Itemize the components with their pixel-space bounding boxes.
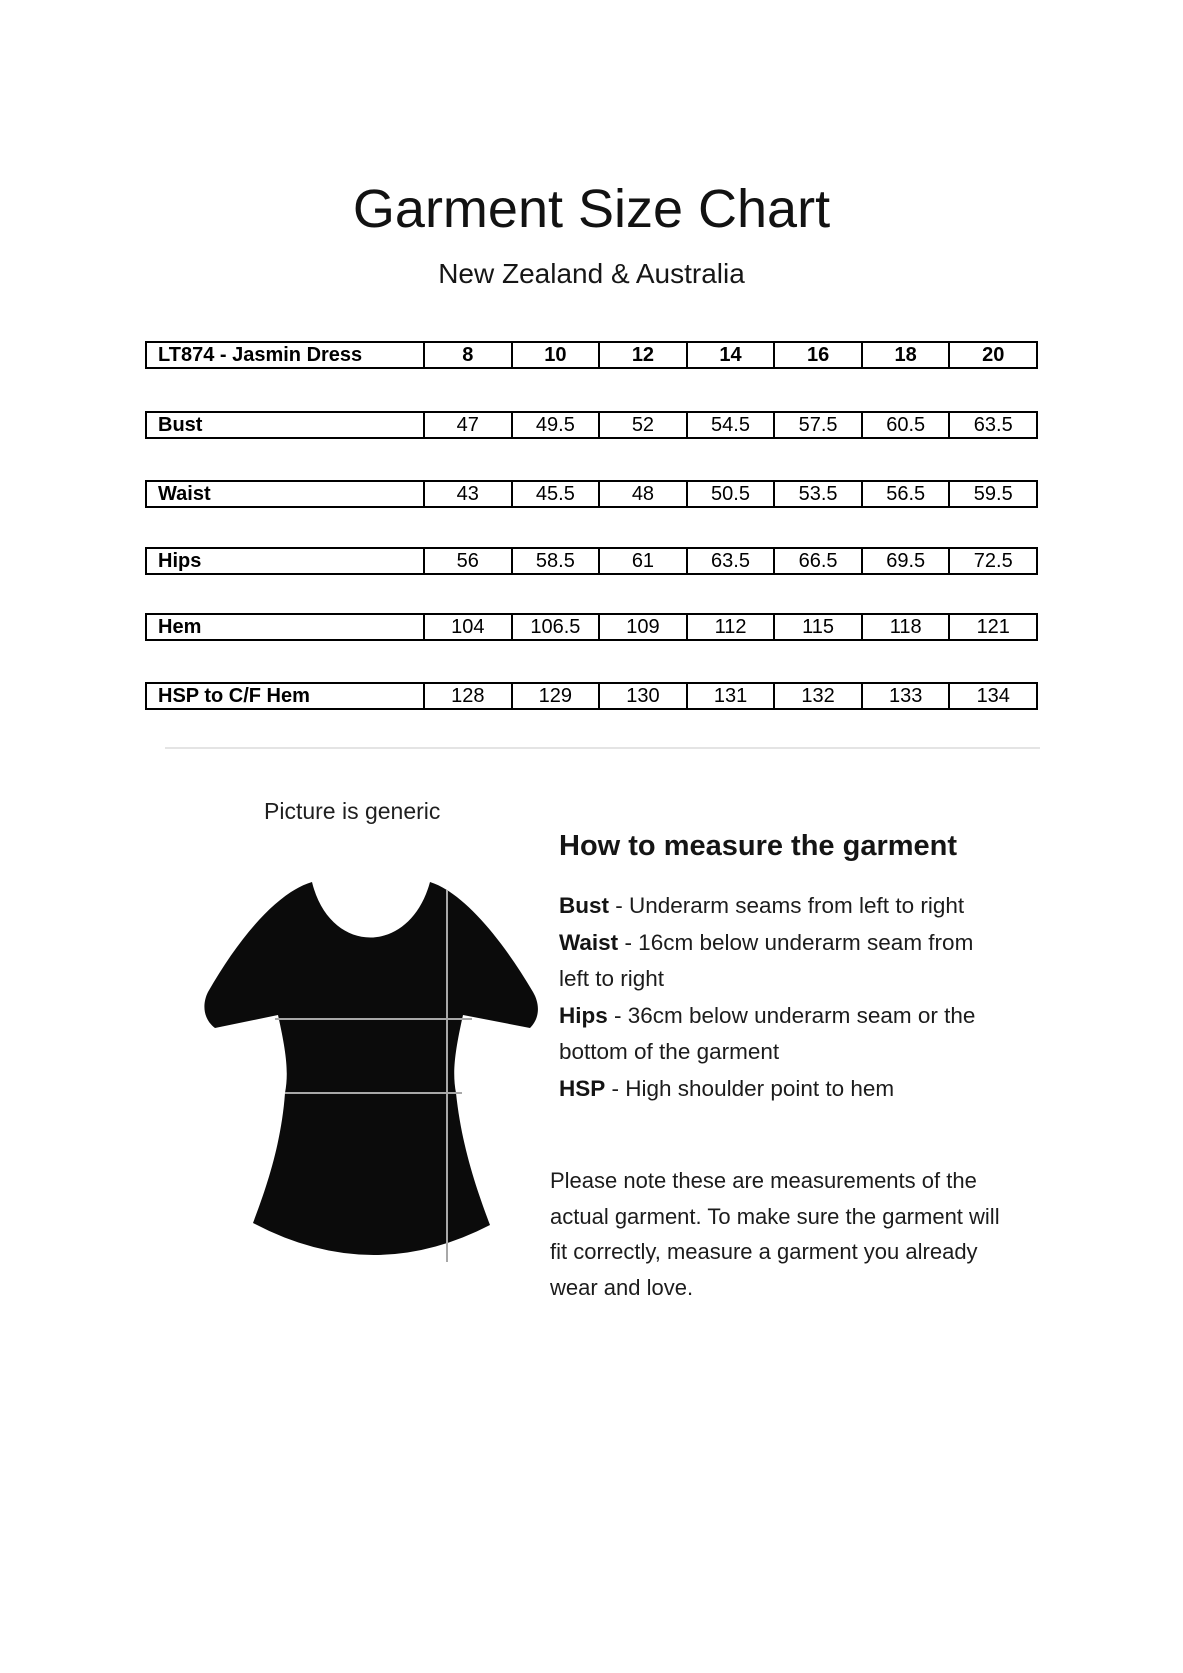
page-title: Garment Size Chart [352, 179, 831, 239]
measure-label: Hips [147, 549, 425, 573]
measure-value: 66.5 [775, 549, 863, 573]
measure-value: 57.5 [775, 413, 863, 437]
measure-value: 131 [688, 684, 776, 708]
instructions-heading: How to measure the garment [559, 830, 958, 862]
measure-label: Hem [147, 615, 425, 639]
measure-value: 61 [600, 549, 688, 573]
figure-caption: Picture is generic [264, 798, 441, 824]
measure-value: 43 [425, 482, 513, 506]
note-text: Please note these are measurements of the actual garment. To make sure the garment will fit correctly, measure a garment you already wear and love. [550, 1168, 1000, 1300]
instruction-item [559, 998, 997, 1071]
instruction-item [559, 925, 997, 998]
measure-value: 50.5 [688, 482, 776, 506]
instructions-section [559, 830, 997, 1107]
instruction-description: - 16cm below underarm seam from left to right [559, 929, 974, 991]
size-column-header: 12 [600, 343, 688, 367]
measure-value: 60.5 [863, 413, 951, 437]
measure-row [145, 411, 1038, 439]
size-column-header: 20 [982, 343, 1005, 366]
measure-value: 56 [425, 549, 513, 573]
measure-value: 53.5 [775, 482, 863, 506]
size-column-header: 10 [513, 343, 601, 367]
measure-value: 59.5 [973, 482, 1013, 505]
measure-value: 54.5 [688, 413, 776, 437]
measure-value: 115 [775, 615, 863, 639]
measure-value: 130 [600, 684, 688, 708]
measure-value: 109 [600, 615, 688, 639]
measure-row [145, 682, 1038, 710]
garment-silhouette-figure [200, 876, 540, 1271]
measure-value: 128 [425, 684, 513, 708]
title-block [0, 178, 1183, 290]
instruction-term: Hips [559, 1002, 608, 1028]
tshirt-silhouette [204, 882, 538, 1255]
size-column-header: 8 [425, 343, 513, 367]
measure-value: 47 [425, 413, 513, 437]
size-table [145, 341, 1038, 711]
measure-value: 134 [976, 684, 1010, 707]
instruction-description: - Underarm seams from left to right [609, 893, 965, 918]
measure-value: 45.5 [513, 482, 601, 506]
size-header-row [145, 341, 1038, 369]
measure-value: 112 [688, 615, 776, 639]
instruction-item [559, 1071, 997, 1108]
measure-value: 118 [863, 615, 951, 639]
measure-label: Bust [147, 413, 425, 437]
measure-value: 106.5 [513, 615, 601, 639]
measure-label: Waist [147, 482, 425, 506]
measure-label: HSP to C/F Hem [147, 684, 425, 708]
measure-value: 49.5 [513, 413, 601, 437]
instruction-term: Waist [559, 929, 619, 955]
measure-value: 69.5 [863, 549, 951, 573]
measure-row [145, 480, 1038, 508]
measure-row [145, 547, 1038, 575]
measure-value: 104 [425, 615, 513, 639]
instruction-term: HSP [559, 1075, 606, 1101]
instruction-list [559, 888, 997, 1107]
measure-row [145, 613, 1038, 641]
instruction-description: - 36cm below underarm seam or the bottom of the garment [559, 1002, 976, 1064]
size-column-header: 18 [863, 343, 951, 367]
size-column-header: 14 [688, 343, 776, 367]
measure-value: 52 [600, 413, 688, 437]
instruction-item [559, 888, 997, 925]
instruction-description: - High shoulder point to hem [605, 1075, 895, 1101]
section-divider [165, 747, 1040, 749]
measure-value: 133 [863, 684, 951, 708]
product-name: LT874 - Jasmin Dress [147, 343, 425, 367]
measure-value: 58.5 [513, 549, 601, 573]
measure-value: 132 [775, 684, 863, 708]
measure-value: 72.5 [973, 549, 1013, 572]
measure-value: 63.5 [973, 413, 1013, 436]
measure-value: 63.5 [688, 549, 776, 573]
measure-value: 56.5 [863, 482, 951, 506]
page-subtitle: New Zealand & Australia [438, 258, 745, 289]
measure-value: 48 [600, 482, 688, 506]
instruction-term: Bust [559, 893, 609, 918]
measure-value: 129 [513, 684, 601, 708]
size-column-header: 16 [775, 343, 863, 367]
measure-value: 121 [976, 615, 1010, 638]
